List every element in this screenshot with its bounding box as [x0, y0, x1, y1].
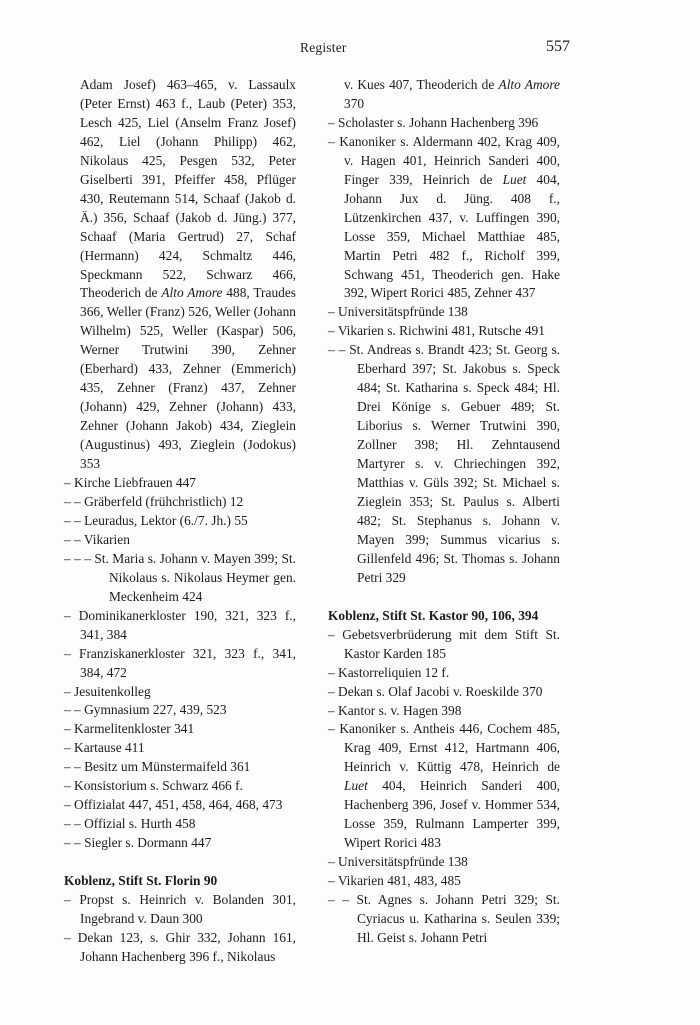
- entry-dash: – – –: [64, 550, 95, 566]
- index-entry: [328, 114, 560, 133]
- index-entry: [328, 303, 560, 322]
- entry-dash: –: [328, 721, 340, 737]
- index-entry: [64, 739, 296, 758]
- index-entry: [328, 720, 560, 853]
- entry-text: Universitätspfründe 138: [338, 854, 468, 870]
- entry-text: Gräberfeld (frühchristlich) 12: [84, 493, 244, 509]
- index-entry: [64, 76, 296, 474]
- entry-dash: –: [64, 645, 80, 661]
- entry-dash: –: [64, 721, 75, 737]
- entry-text: Franziskanerkloster 321, 323 f., 341, 384, 472: [79, 645, 296, 680]
- entry-text: St. Agnes s. Johann Petri 329; St. Cyriacus u. Katharina s. Seulen 339; Hl. Geist s. Johann Petri: [356, 892, 560, 945]
- entry-text: Gymnasium 227, 439, 523: [84, 702, 227, 718]
- entry-dash: – –: [64, 493, 85, 509]
- entry-dash: –: [328, 873, 338, 889]
- index-entry: [64, 550, 296, 607]
- index-entry: [64, 758, 296, 777]
- right-column: [328, 76, 560, 948]
- entry-dash: – –: [64, 759, 85, 775]
- index-entry: [328, 664, 560, 683]
- entry-dash: –: [328, 323, 338, 339]
- entry-dash: –: [64, 778, 75, 794]
- index-heading: [328, 607, 560, 626]
- index-entry: [64, 531, 296, 550]
- index-entry: [328, 133, 560, 304]
- index-entry: [64, 720, 296, 739]
- entry-dash: – –: [64, 531, 84, 547]
- index-entry: [328, 683, 560, 702]
- index-entry: [64, 796, 296, 815]
- entry-text: Siegler s. Dormann 447: [84, 835, 212, 851]
- entry-dash: –: [64, 475, 75, 491]
- entry-dash: –: [328, 702, 339, 718]
- index-entry: [328, 702, 560, 721]
- entry-text: Besitz um Münstermaifeld 361: [84, 759, 251, 775]
- entry-text: St. Maria s. Johann v. Mayen 399; St. Nikolaus s. Nikolaus Heymer gen. Meckenheim 424: [94, 550, 296, 604]
- index-entry: [64, 701, 296, 720]
- index-entry: [64, 645, 296, 683]
- entry-dash: – –: [64, 835, 85, 851]
- entry-text: v. Kues 407, Theoderich de Alto Amore 370: [344, 77, 560, 111]
- entry-dash: – –: [64, 702, 85, 718]
- index-entry: [64, 815, 296, 834]
- entry-text: Dekan 123, s. Ghir 332, Johann 161, Johann Hachenberg 396 f., Nikolaus: [77, 929, 297, 964]
- index-entry: [64, 683, 296, 702]
- index-heading: [64, 872, 296, 891]
- entry-dash: –: [328, 114, 339, 130]
- entry-text: St. Andreas s. Brandt 423; St. Georg s. Eberhard 397; St. Jakobus s. Speck 484; St. Katharina s. Speck 484; Hl. Drei Könige s. Gebuer 489; St. Liborius s. Werner Trutwini 390, Zollner 398; Hl. Zehntausend Martyrer s. v. Chriechingen 392, Matthias v. Güls 392; St. Michael s. Zieglein 353; St. Paulus s. Alberti 482; St. Stephanus s. Johann v. Mayen 399; Summus vicarius s. Gillenfeld 496; St. Thomas s. Johann Petri 329: [349, 342, 561, 585]
- entry-text: Koblenz, Stift St. Florin 90: [64, 873, 218, 889]
- index-entry: [328, 853, 560, 872]
- index-entry: [328, 872, 560, 891]
- entry-text: Dekan s. Olaf Jacobi v. Roeskilde 370: [338, 683, 543, 699]
- entry-text: Scholaster s. Johann Hachenberg 396: [338, 114, 539, 130]
- entry-dash: –: [328, 304, 339, 320]
- entry-dash: –: [64, 929, 78, 945]
- entry-dash: – –: [64, 512, 85, 528]
- entry-text: Kanoniker s. Antheis 446, Cochem 485, Krag 409, Ernst 412, Hartmann 406, Heinrich v. Küttig 478, Heinrich de Luet 404, Heinrich Sanderi 400, Hachenberg 396, Josef v. Hommer 534, Losse 359, Rulmann Lamperter 399, Wipert Rorici 483: [339, 721, 560, 851]
- entry-dash: – –: [328, 342, 350, 358]
- entry-dash: –: [64, 683, 75, 699]
- entry-dash: –: [328, 683, 339, 699]
- entry-text: Gebetsverbrüderung mit dem Stift St. Kastor Karden 185: [342, 626, 561, 661]
- entry-text: Vikarien s. Richwini 481, Rutsche 491: [337, 323, 545, 339]
- entry-text: Jesuitenkolleg: [74, 683, 151, 699]
- entry-text: Kantor s. v. Hagen 398: [338, 702, 462, 718]
- entry-text: Kastorreliquien 12 f.: [338, 664, 450, 680]
- entry-text: Propst s. Heinrich v. Bolanden 301, Ingebrand v. Daun 300: [79, 892, 296, 926]
- entry-text: Universitätspfründe 138: [338, 304, 468, 320]
- entry-text: Dominikanerkloster 190, 321, 323 f., 341, 384: [78, 607, 296, 642]
- entry-text: Vikarien: [83, 531, 130, 547]
- entry-dash: –: [328, 626, 343, 642]
- index-entry: [64, 929, 296, 967]
- entry-dash: –: [328, 664, 339, 680]
- entry-text: Adam Josef) 463–465, v. Lassaulx (Peter Ernst) 463 f., Laub (Peter) 353, Lesch 425, Liel (Anselm Franz Josef) 462, Liel (Johann Philipp) 462, Nikolaus 425, Pesgen 532, Peter Giselberti 391, Pfeiffer 458, Pflüger 430, Reutemann 514, Schaaf (Jakob d. Ä.) 356, Schaaf (Jakob d. Jüng.) 377, Schaaf (Maria Gertrud) 27, Schaf (Hermann) 424, Schmaltz 446, Speckmann 522, Schwarz 466, Theoderich de Alto Amore 488, Traudes 366, Weller (Franz) 526, Weller (Johann Wilhelm) 525, Weller (Kaspar) 506, Werner Trutwini 390, Zehner (Eberhard) 433, Zehner (Emmerich) 435, Zehner (Franz) 437, Zehner (Johann) 429, Zehner (Johann) 433, Zehner (Johann Jakob) 434, Zieglein (Augustinus) 493, Zieglein (Jodokus) 353: [80, 77, 296, 472]
- index-entry: [328, 322, 560, 341]
- running-title: Register: [300, 40, 347, 55]
- entry-dash: –: [64, 797, 75, 813]
- entry-text: Kartause 411: [74, 740, 145, 756]
- entry-dash: –: [64, 892, 80, 908]
- entry-text: Koblenz, Stift St. Kastor 90, 106, 394: [328, 607, 539, 623]
- index-entry: [64, 512, 296, 531]
- index-entry: [64, 891, 296, 929]
- entry-dash: –: [64, 740, 75, 756]
- entry-dash: –: [64, 607, 79, 623]
- index-entry: [64, 607, 296, 645]
- page-number: 557: [546, 38, 570, 55]
- entry-dash: – –: [64, 816, 85, 832]
- index-entry: [328, 891, 560, 948]
- entry-text: Kirche Liebfrauen 447: [74, 475, 196, 491]
- index-entry: [64, 777, 296, 796]
- entry-dash: –: [328, 854, 339, 870]
- index-entry: [64, 493, 296, 512]
- entry-text: Offizialat 447, 451, 458, 464, 468, 473: [74, 797, 283, 813]
- entry-text: Kanoniker s. Aldermann 402, Krag 409, v. Hagen 401, Heinrich Sanderi 400, Finger 339, Heinrich de Luet 404, Johann Jux d. Jüng. 408 f., Lützenkirchen 437, v. Luffingen 390, Losse 359, Michael Matthiae 485, Martin Petri 482 f., Richolf 399, Schwang 451, Theoderich gen. Hake 392, Wipert Rorici 485, Zehner 437: [339, 133, 561, 301]
- index-entry: [328, 341, 560, 587]
- entry-text: Leuradus, Lektor (6./7. Jh.) 55: [84, 512, 248, 528]
- left-column: [64, 76, 296, 967]
- entry-text: Karmelitenkloster 341: [74, 721, 195, 737]
- entry-text: Offizial s. Hurth 458: [84, 816, 196, 832]
- index-entry: [328, 626, 560, 664]
- entry-dash: –: [328, 133, 340, 149]
- index-entry: [64, 834, 296, 853]
- entry-dash: – –: [328, 892, 357, 908]
- index-entry: [64, 474, 296, 493]
- entry-text: Konsistorium s. Schwarz 466 f.: [74, 778, 243, 794]
- index-entry: [328, 76, 560, 114]
- entry-text: Vikarien 481, 483, 485: [337, 873, 461, 889]
